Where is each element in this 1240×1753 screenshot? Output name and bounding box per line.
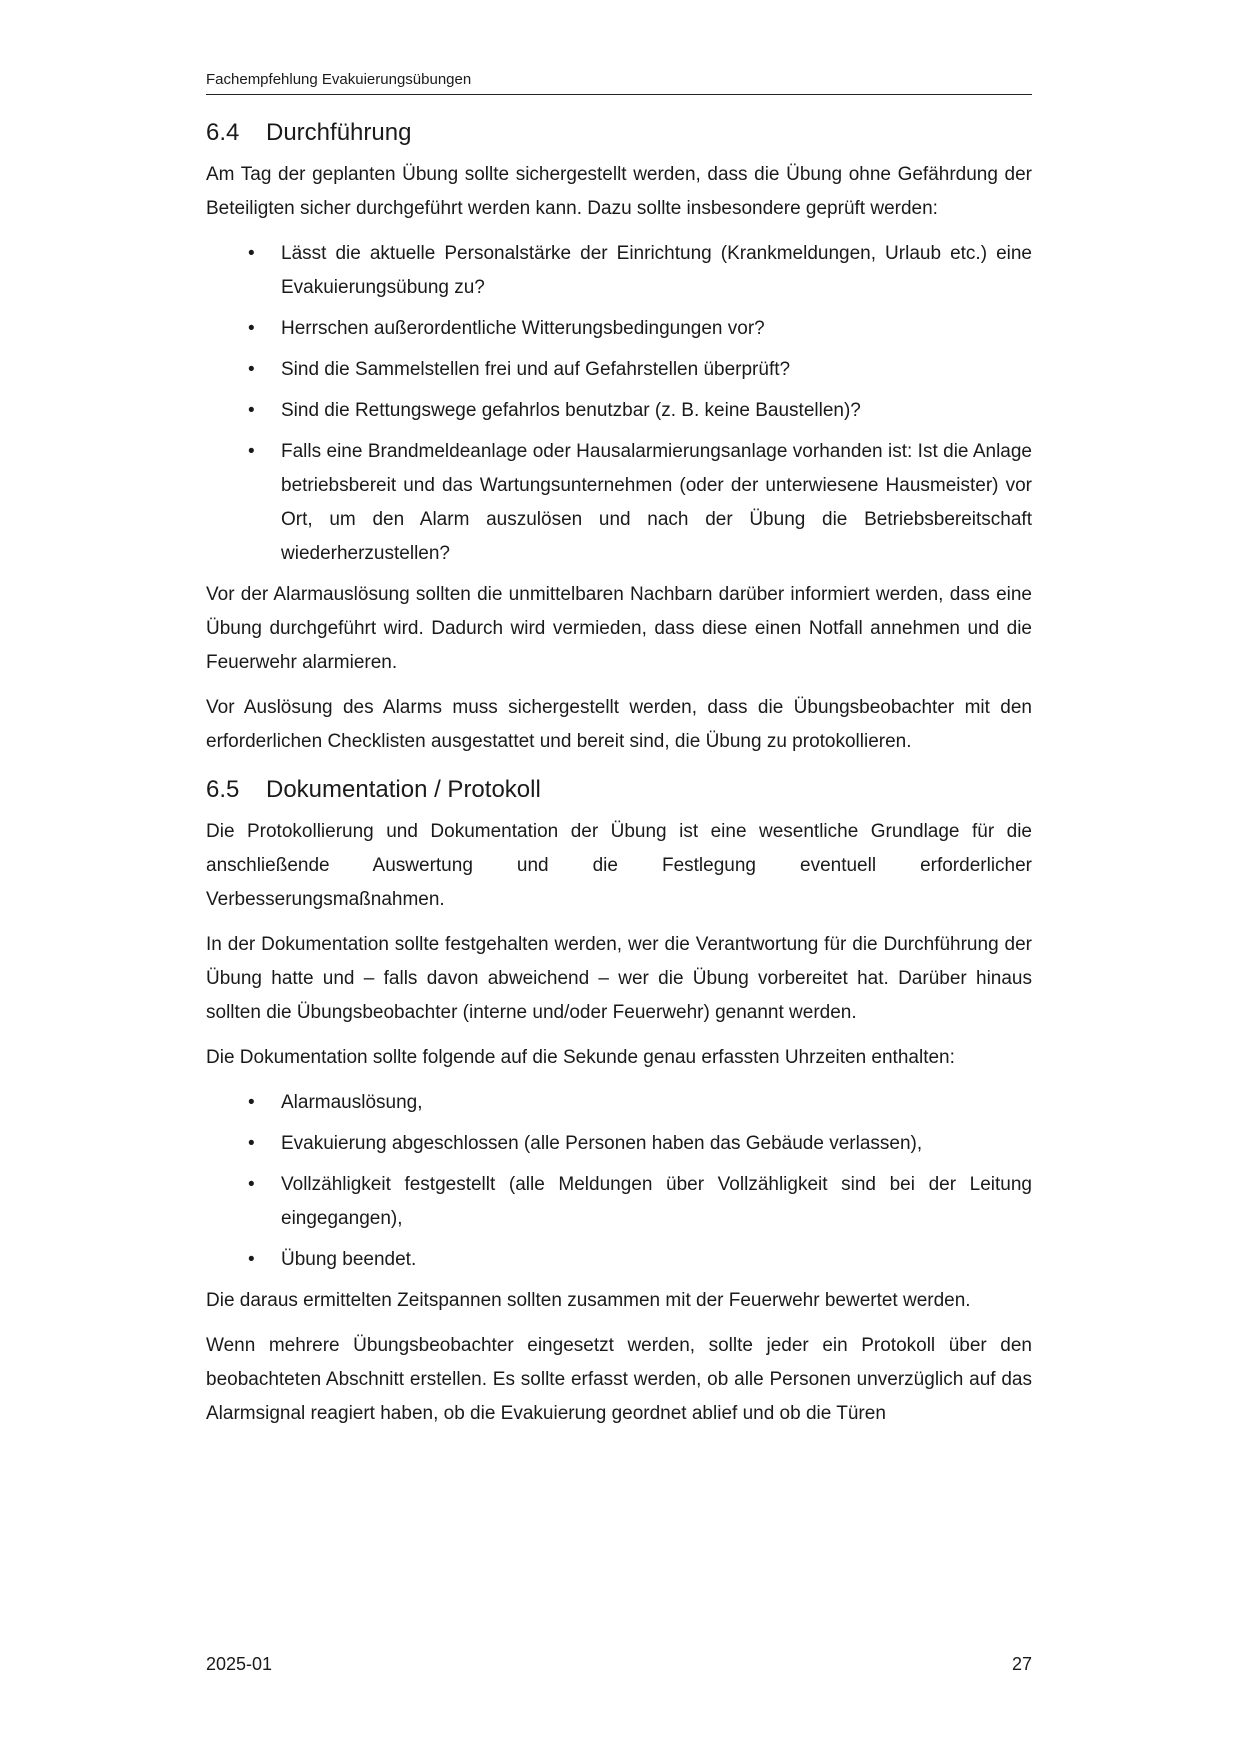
list-item-text: Evakuierung abgeschlossen (alle Personen haben das Gebäude verlassen), [281, 1133, 923, 1154]
list-item [206, 1086, 1032, 1120]
paragraph: In der Dokumentation sollte festgehalten werden, wer die Verantwortung für die Durchführung der Übung hatte und – falls davon abweichend – wer die Übung vorbereitet hat. Darüber hinaus sollten die Übungsbeobachter (interne und/oder Feuerwehr) genannt werden. [206, 934, 1032, 1023]
list-item-text: Alarmauslösung, [281, 1092, 423, 1113]
section-title: Durchführung [266, 119, 412, 146]
bullet-icon: • [248, 359, 255, 380]
bullet-icon: • [248, 1249, 255, 1270]
list-item-text: Sind die Rettungswege gefahrlos benutzbar (z. B. keine Baustellen)? [281, 400, 861, 421]
bullet-icon: • [248, 243, 255, 264]
running-header: Fachempfehlung Evakuierungsübungen [206, 70, 1032, 95]
checklist [206, 237, 1032, 571]
bullet-icon: • [248, 318, 255, 339]
section-number: 6.5 [206, 776, 240, 803]
section-number: 6.4 [206, 119, 240, 146]
paragraph: Die Dokumentation sollte folgende auf die Sekunde genau erfassten Uhrzeiten enthalten: [206, 1047, 955, 1068]
list-item-text: Herrschen außerordentliche Witterungsbedingungen vor? [281, 318, 765, 339]
list-item [206, 435, 1032, 571]
section-heading-6-5 [206, 773, 1032, 807]
paragraph: Die Protokollierung und Dokumentation der Übung ist eine wesentliche Grundlage für die anschließende Auswertung und die Festlegung eventuell erforderlicher Verbesserungsmaßnahmen. [206, 821, 1032, 910]
list-item [206, 237, 1032, 305]
list-item-text: Vollzähligkeit festgestellt (alle Meldungen über Vollzähligkeit sind bei der Leitung eingegangen), [281, 1174, 1032, 1229]
section-title: Dokumentation / Protokoll [266, 776, 541, 803]
bullet-icon: • [248, 1133, 255, 1154]
bullet-icon: • [248, 1174, 255, 1195]
paragraph: Wenn mehrere Übungsbeobachter eingesetzt werden, sollte jeder ein Protokoll über den beobachteten Abschnitt erstellen. Es sollte erfasst werden, ob alle Personen unverzüglich auf das Alarmsignal reagiert haben, ob die Evakuierung geordnet ablief und ob die Türen [206, 1335, 1032, 1424]
page-number: 27 [1011, 1654, 1032, 1674]
list-item [206, 1127, 1032, 1161]
list-item [206, 1168, 1032, 1236]
list-item [206, 394, 1032, 428]
bullet-icon: • [248, 400, 255, 421]
time-list [206, 1086, 1032, 1277]
paragraph: Vor Auslösung des Alarms muss sichergestellt werden, dass die Übungsbeobachter mit den erforderlichen Checklisten ausgestattet und bereit sind, die Übung zu protokollieren. [206, 697, 1032, 752]
paragraph: Vor der Alarmauslösung sollten die unmittelbaren Nachbarn darüber informiert werden, dass eine Übung durchgeführt wird. Dadurch wird vermieden, dass diese einen Notfall annehmen und die Feuerwehr alarmieren. [206, 584, 1032, 673]
paragraph: Am Tag der geplanten Übung sollte sichergestellt werden, dass die Übung ohne Gefährdung der Beteiligten sicher durchgeführt werden kann. Dazu sollte insbesondere geprüft werden: [206, 164, 1032, 219]
list-item [206, 312, 1032, 346]
paragraph: Die daraus ermittelten Zeitspannen sollten zusammen mit der Feuerwehr bewertet werden. [206, 1290, 971, 1311]
list-item [206, 1243, 1032, 1277]
list-item-text: Falls eine Brandmeldeanlage oder Hausalarmierungsanlage vorhanden ist: Ist die Anlage betriebsbereit und das Wartungsunternehmen (oder der unterwiesene Hausmeister) vor Ort, um den Alarm auszulösen und nach der Übung die Betriebsbereitschaft wiederherzustellen? [281, 441, 1032, 564]
bullet-icon: • [248, 441, 255, 462]
footer-date: 2025-01 [206, 1654, 273, 1674]
section-heading-6-4 [206, 116, 1032, 150]
bullet-icon: • [248, 1092, 255, 1113]
list-item-text: Lässt die aktuelle Personalstärke der Einrichtung (Krankmeldungen, Urlaub etc.) eine Evakuierungsübung zu? [281, 243, 1032, 298]
list-item [206, 353, 1032, 387]
list-item-text: Sind die Sammelstellen frei und auf Gefahrstellen überprüft? [281, 359, 791, 380]
list-item-text: Übung beendet. [281, 1249, 417, 1270]
main-content [206, 116, 1032, 1442]
